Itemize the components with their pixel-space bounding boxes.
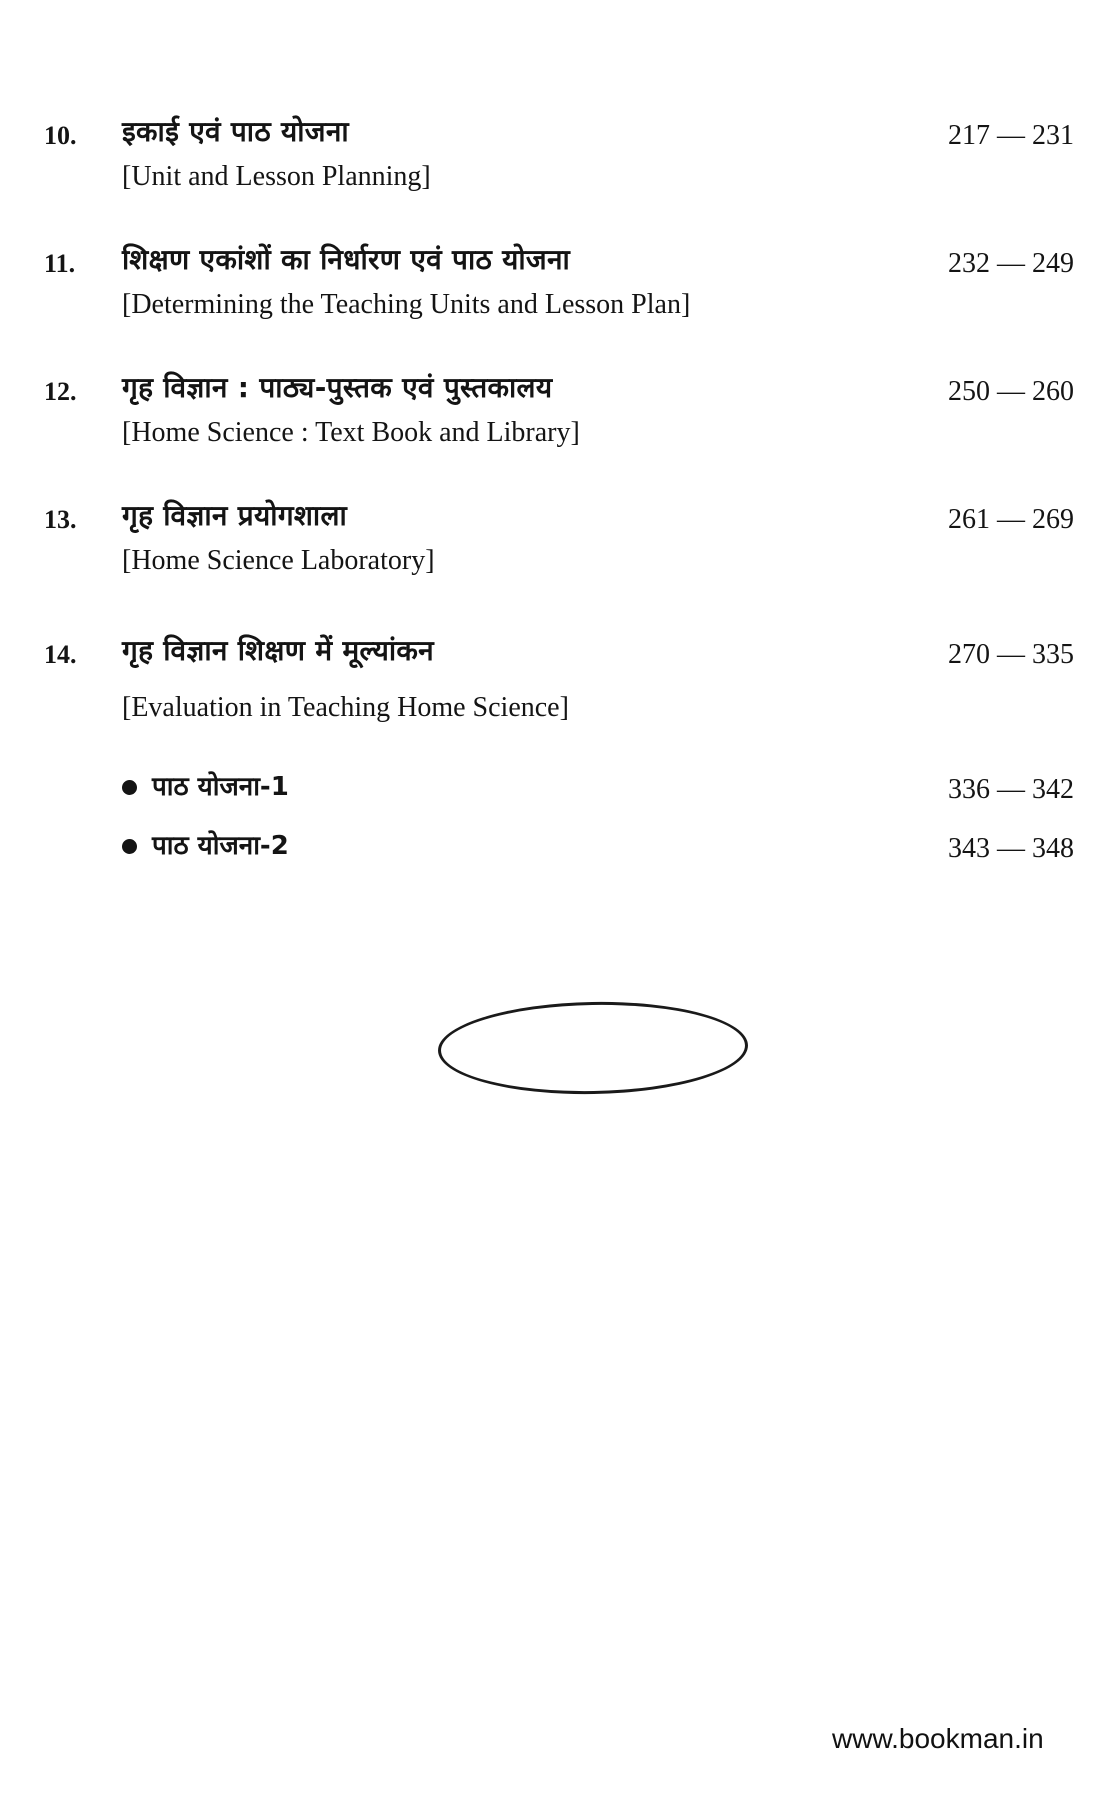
chapter-title-hindi: इकाई एवं पाठ योजना [122,115,349,148]
page-range: 250 — 260 [948,376,1074,407]
chapter-title-hindi: गृह विज्ञान : पाठ्य-पुस्तक एवं पुस्तकालय [122,371,553,404]
chapter-number: 14. [44,640,77,669]
chapter-title-hindi: गृह विज्ञान शिक्षण में मूल्यांकन [122,634,435,667]
decorative-ellipse-icon [437,999,749,1096]
bullet-icon [122,839,137,854]
page-range: 343 — 348 [948,833,1074,864]
chapter-number: 12. [44,377,77,406]
lesson-plan-label: पाठ योजना-2 [152,831,289,861]
chapter-title-english: [Home Science Laboratory] [122,545,435,576]
chapter-title-english: [Determining the Teaching Units and Lesson Plan] [122,289,691,320]
chapter-title-hindi: शिक्षण एकांशों का निर्धारण एवं पाठ योजना [122,243,571,276]
chapter-number: 11. [44,249,76,278]
chapter-title-english: [Unit and Lesson Planning] [122,161,431,192]
page-range: 270 — 335 [948,639,1074,670]
chapter-title-hindi: गृह विज्ञान प्रयोगशाला [122,499,348,532]
page-range: 336 — 342 [948,774,1074,805]
chapter-title-english: [Evaluation in Teaching Home Science] [122,692,569,723]
page-range: 232 — 249 [948,248,1074,279]
lesson-plan-label: पाठ योजना-1 [152,772,289,802]
page-range: 261 — 269 [948,504,1074,535]
bullet-icon [122,780,137,795]
chapter-title-english: [Home Science : Text Book and Library] [122,417,580,448]
chapter-number: 13. [44,505,77,534]
chapter-number: 10. [44,121,77,150]
page-range: 217 — 231 [948,120,1074,151]
publisher-website: www.bookman.in [832,1723,1044,1754]
